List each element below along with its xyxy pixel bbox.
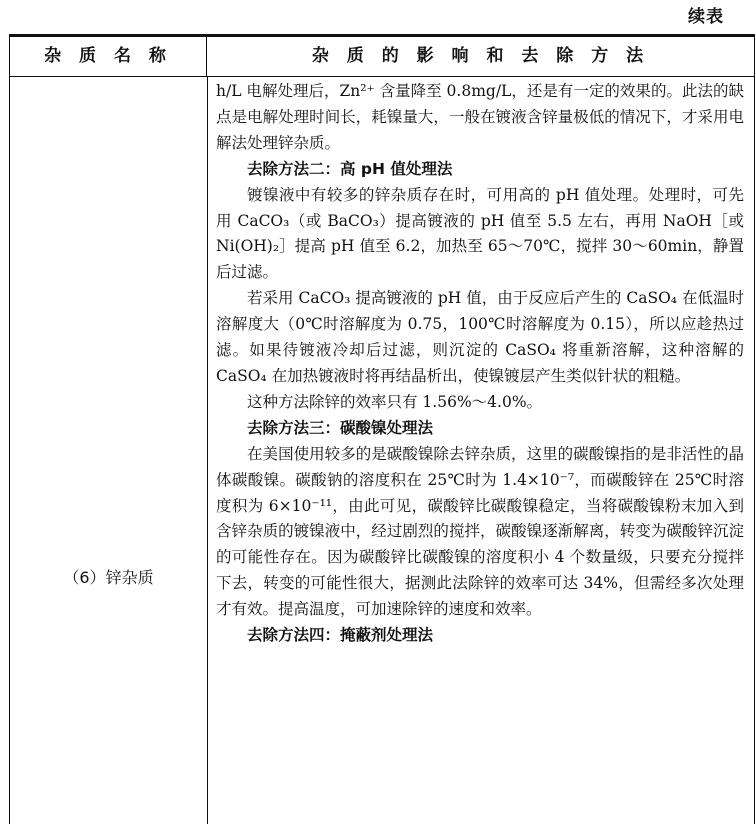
header-impurity-name: 杂 质 名 称 [10, 37, 207, 76]
row-label-zinc-impurity: （6）锌杂质 [63, 568, 154, 587]
content-paragraph: 这种方法除锌的效率只有 1.56%～4.0%。 [247, 392, 543, 411]
method-heading: 去除方法四：掩蔽剂处理法 [247, 626, 434, 645]
content-paragraph: 镀镍液中有较多的锌杂质存在时，可用高的 pH 值处理。处理时，可先用 CaCO₃（或 BaCO₃）提高镀液的 pH 值至 5.5 左右，再用 NaOH［或 Ni(OH)₂］提高 pH 值至 6.2，加热至 65～70℃，搅拌 30～60min，静置后过滤。 [216, 185, 744, 282]
column-divider [207, 76, 208, 824]
method-heading: 去除方法二：高 pH 值处理法 [247, 159, 453, 178]
content-paragraph: 若采用 CaCO₃ 提高镀液的 pH 值，由于反应后产生的 CaSO₄ 在低温时溶解度大（0℃时溶解度为 0.75，100℃时溶解度为 0.15），所以应趁热过滤。如果待镀液冷却后过滤，则沉淀的 CaSO₄ 将重新溶解，这种溶解的 CaSO₄ 在加热镀液时将再结晶析出，使镍镀层产生类似针状的粗糙。 [216, 289, 744, 385]
method-heading: 去除方法三：碳酸镍处理法 [247, 418, 434, 437]
removal-methods-content [216, 79, 744, 649]
content-paragraph: h/L 电解处理后，Zn²⁺ 含量降至 0.8mg/L，还是有一定的效果的。此法的缺点是电解处理时间长，耗镍量大，一般在镀液含锌量极低的情况下，才采用电解法处理锌杂质。 [216, 82, 744, 152]
continued-label: 续表 [688, 7, 724, 27]
impurity-table [9, 34, 755, 824]
header-impact-and-removal: 杂 质 的 影 响 和 去 除 方 法 [311, 46, 650, 66]
table-header [10, 37, 754, 77]
content-paragraph: 在美国使用较多的是碳酸镍除去锌杂质，这里的碳酸镍指的是非活性的晶体碳酸镍。碳酸钠的溶度积在 25℃时为 1.4×10⁻⁷，而碳酸锌在 25℃时溶度积为 6×10⁻¹¹，由此可见，碳酸锌比碳酸镍稳定，当将碳酸镍粉末加入到含锌杂质的镀镍液中，经过剧烈的搅拌，碳酸镍逐渐解离，转变为碳酸锌沉淀的可能性存在。因为碳酸锌比碳酸镍的溶度积小 4 个数量级，只要充分搅拌下去，转变的可能性很大，据测此法除锌的效率可达 34%，但需经多次处理才有效。提高温度，可加速除锌的速度和效率。 [216, 444, 744, 619]
